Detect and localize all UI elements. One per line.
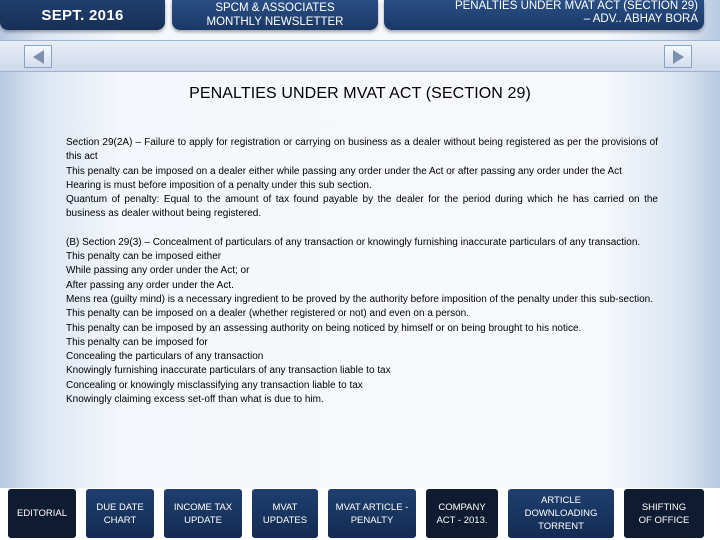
issue-date: SEPT. 2016 bbox=[41, 6, 124, 24]
section-29-3-line: While passing any order under the Act; or bbox=[66, 265, 250, 277]
footer-button-label: UPDATES bbox=[262, 514, 308, 526]
section-29-3-line: Concealing or knowingly misclassifying any transaction liable to tax bbox=[66, 379, 363, 391]
quantum-of-penalty bbox=[66, 193, 658, 222]
footer-button-label: DUE DATE bbox=[96, 501, 144, 513]
footer-button-label: DOWNLOADING bbox=[524, 508, 598, 519]
mvat-updates-button[interactable] bbox=[252, 489, 318, 538]
section-29-3-line: This penalty can be imposed for bbox=[66, 336, 208, 348]
section-29-3-line: Mens rea (guilty mind) is a necessary ingredient to be proved by the authority before imposition of the penalty under this sub-section. bbox=[66, 293, 653, 305]
section-29-3-heading: (B) Section 29(3) – Concealment of particulars of any transaction or knowingly furnishing inaccurate particulars of any transaction. bbox=[66, 236, 641, 248]
section-29-3-line: Knowingly furnishing inaccurate particulars of any transaction liable to tax bbox=[66, 365, 391, 377]
section-29-3-line: Knowingly claiming excess set-off than what is due to him. bbox=[66, 394, 324, 406]
section-29-3-line: This penalty can be imposed either bbox=[66, 251, 222, 263]
section-29-2a-heading: Section 29(2A) – Failure to apply for registration or carrying on business as a dealer without being registered as per the provisions of this act bbox=[66, 137, 658, 163]
article-topic-tab bbox=[384, 0, 704, 30]
arrow-left-icon bbox=[33, 50, 44, 64]
footer-button-label: COMPANY bbox=[438, 501, 486, 513]
mvat-article-penalty-button[interactable] bbox=[328, 489, 416, 538]
quantum-label: Quantum of penalty: bbox=[66, 194, 160, 206]
page-title: PENALTIES UNDER MVAT ACT (SECTION 29) bbox=[189, 85, 531, 102]
section-29-3-line: After passing any order under the Act. bbox=[66, 279, 234, 291]
article-author: – ADV.. ABHAY BORA bbox=[583, 13, 698, 25]
footer-button-label: MVAT bbox=[272, 501, 298, 513]
footer-button-label: TORRENT bbox=[538, 521, 584, 532]
editorial-button[interactable] bbox=[8, 489, 76, 538]
footer-button-label: ACT - 2013. bbox=[436, 514, 488, 526]
footer-button-label: PENALTY bbox=[350, 514, 394, 526]
footer-button-label: INCOME TAX bbox=[173, 501, 233, 513]
footer-button-label: CHART bbox=[103, 514, 137, 526]
issue-date-tab bbox=[0, 0, 165, 30]
navigation-bar bbox=[0, 40, 720, 72]
quantum-text: Equal to the amount of tax found payable by the dealer for the period during which he has carried on the business as dealer without being registered. bbox=[66, 194, 658, 220]
footer-button-label: SHIFTING bbox=[641, 501, 687, 513]
section-29-2a-line: This penalty can be imposed on a dealer either while passing any order under the Act or after passing any order under the Act bbox=[66, 165, 622, 177]
shifting-of-office-button[interactable] bbox=[624, 489, 704, 538]
footer-button-label: MVAT ARTICLE - bbox=[335, 501, 409, 513]
footer-button-label: ARTICLE bbox=[541, 495, 581, 506]
arrow-right-icon bbox=[673, 50, 684, 64]
footer-button-label: EDITORIAL bbox=[17, 508, 67, 519]
section-29-2a-line: Hearing is must before imposition of a penalty under this sub section. bbox=[66, 179, 372, 191]
newsletter-name: MONTHLY NEWSLETTER bbox=[206, 16, 344, 28]
article-downloading-torrent-button[interactable] bbox=[508, 489, 614, 538]
section-29-3-line: This penalty can be imposed by an assessing authority on being noticed by himself or on being brought to his notice. bbox=[66, 322, 582, 334]
section-29-3-line: This penalty can be imposed on a dealer (whether registered or not) and even on a person. bbox=[66, 308, 470, 320]
article-body bbox=[66, 136, 658, 407]
newsletter-title-tab bbox=[172, 0, 378, 30]
income-tax-update-button[interactable] bbox=[164, 489, 242, 538]
article-topic: PENALTIES UNDER MVAT ACT (SECTION 29) bbox=[454, 0, 698, 12]
footer-button-label: UPDATE bbox=[184, 514, 222, 526]
due-date-chart-button[interactable] bbox=[86, 489, 154, 538]
section-29-3-line: Concealing the particulars of any transaction bbox=[66, 351, 264, 363]
next-page-button[interactable] bbox=[664, 45, 692, 68]
firm-name: SPCM & ASSOCIATES bbox=[215, 2, 335, 14]
company-act-button[interactable] bbox=[426, 489, 498, 538]
previous-page-button[interactable] bbox=[24, 45, 52, 68]
footer-button-label: OF OFFICE bbox=[638, 514, 690, 526]
